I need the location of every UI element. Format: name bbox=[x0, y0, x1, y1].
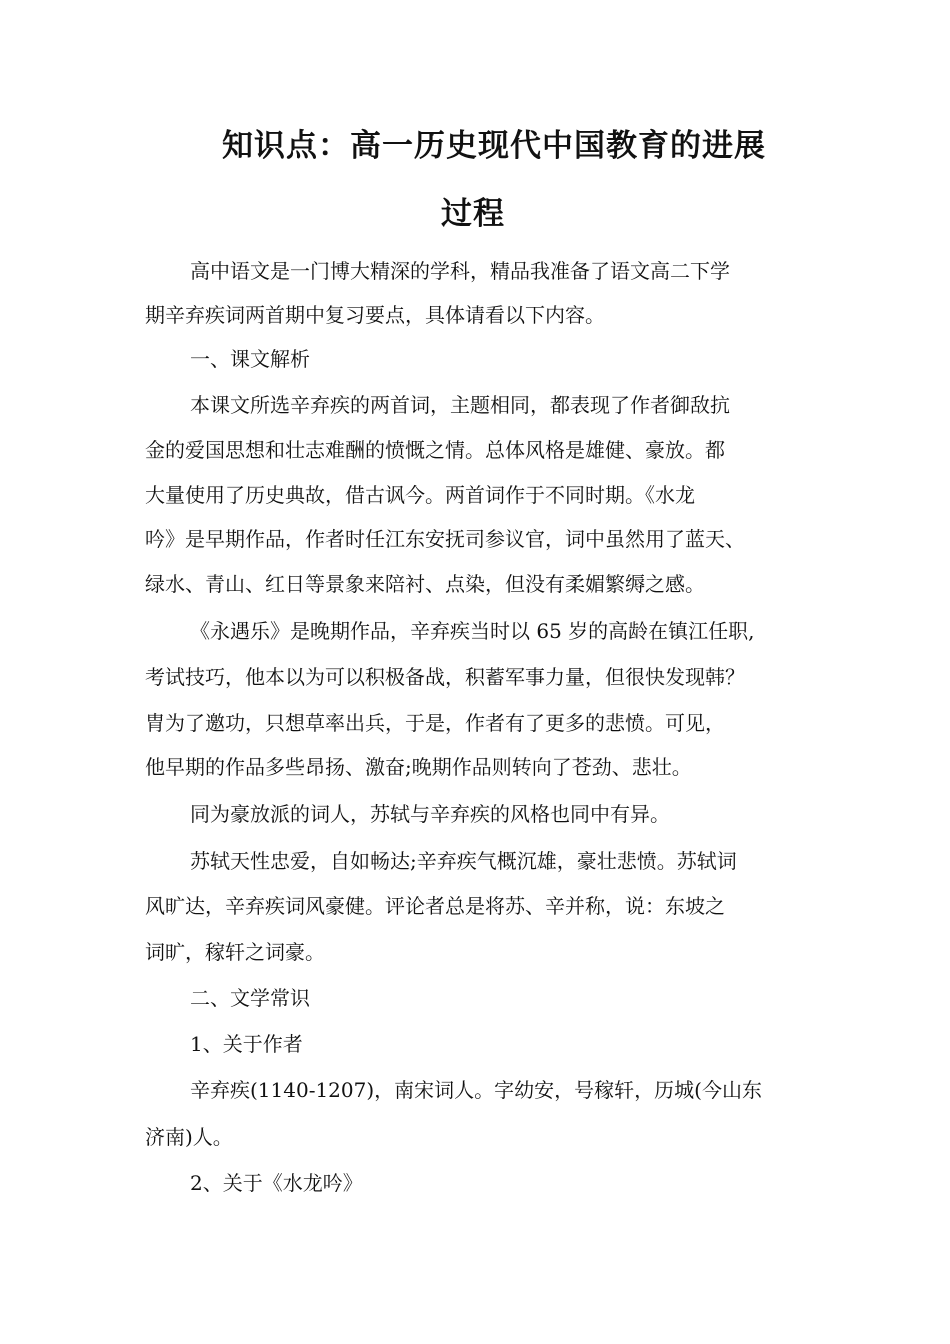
document-title-line-1: 知识点：高一历史现代中国教育的进展 bbox=[222, 128, 766, 164]
paragraph-line: 高中语文是一门博大精深的学科，精品我准备了语文高二下学 bbox=[190, 259, 730, 283]
paragraph-line: 同为豪放派的词人，苏轼与辛弃疾的风格也同中有异。 bbox=[190, 802, 670, 826]
paragraph-line: 辛弃疾(1140-1207)，南宋词人。字幼安，号稼轩，历城(今山东 bbox=[190, 1078, 762, 1102]
paragraph-line: 苏轼天性忠爱，自如畅达;辛弃疾气概沉雄，豪壮悲愤。苏轼词 bbox=[190, 849, 737, 873]
paragraph-line: 金的爱国思想和壮志难酬的愤慨之情。总体风格是雄健、豪放。都 bbox=[145, 438, 725, 462]
subsection-heading: 1、关于作者 bbox=[190, 1032, 303, 1056]
paragraph-line: 济南)人。 bbox=[145, 1125, 233, 1149]
section-heading: 一、课文解析 bbox=[190, 347, 310, 371]
paragraph-line: 词旷，稼轩之词豪。 bbox=[145, 940, 325, 964]
paragraph-line: 期辛弃疾词两首期中复习要点，具体请看以下内容。 bbox=[145, 303, 605, 327]
paragraph-line: 考试技巧，他本以为可以积极备战，积蓄军事力量，但很快发现韩？ bbox=[145, 665, 745, 689]
paragraph-line: 绿水、青山、红日等景象来陪衬、点染，但没有柔媚繁缛之感。 bbox=[145, 572, 705, 596]
document-title-line-2: 过程 bbox=[441, 196, 505, 232]
paragraph-line: 大量使用了历史典故，借古讽今。两首词作于不同时期。《水龙 bbox=[145, 483, 695, 507]
paragraph-line: 风旷达，辛弃疾词风豪健。评论者总是将苏、辛并称，说：东坡之 bbox=[145, 894, 725, 918]
paragraph-line: 《永遇乐》是晚期作品，辛弃疾当时以 65 岁的高龄在镇江任职, bbox=[190, 619, 755, 643]
paragraph-line: 吟》是早期作品，作者时任江东安抚司参议官，词中虽然用了蓝天、 bbox=[145, 527, 745, 551]
paragraph-line: 胄为了邀功，只想草率出兵，于是，作者有了更多的悲愤。可见， bbox=[145, 711, 725, 735]
paragraph-line: 他早期的作品多些昂扬、激奋;晚期作品则转向了苍劲、悲壮。 bbox=[145, 755, 692, 779]
paragraph-line: 本课文所选辛弃疾的两首词，主题相同，都表现了作者御敌抗 bbox=[190, 393, 730, 417]
subsection-heading: 2、关于《水龙吟》 bbox=[190, 1171, 363, 1195]
section-heading: 二、文学常识 bbox=[190, 986, 310, 1010]
